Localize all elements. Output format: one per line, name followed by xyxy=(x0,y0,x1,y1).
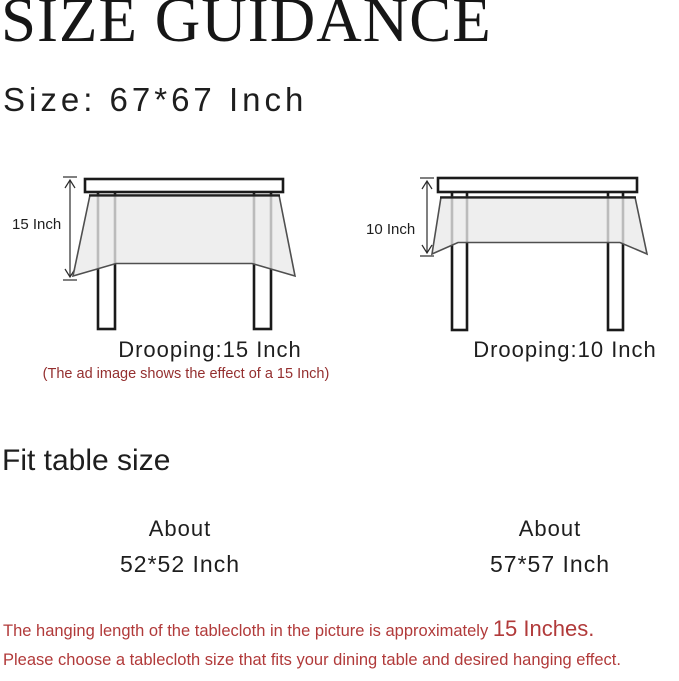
fit-size-left: 52*52 Inch xyxy=(120,551,240,577)
tablecloth xyxy=(73,195,295,276)
footer-hanging-length-line xyxy=(3,616,594,644)
fit-qualifier-left: About xyxy=(148,516,212,541)
drop-height-label-10inch: 10 Inch xyxy=(366,221,416,238)
table-diagram-10inch xyxy=(350,165,679,340)
table-top xyxy=(438,178,637,192)
table-illustration-15inch xyxy=(0,165,340,340)
drooping-caption-15inch: Drooping:15 Inch xyxy=(118,337,302,362)
product-size-label: Size: 67*67 Inch xyxy=(3,81,308,118)
ad-image-note: (The ad image shows the effect of a 15 Inch) xyxy=(42,366,330,382)
fit-size-right: 57*57 Inch xyxy=(490,551,610,577)
footer-line1-text: The hanging length of the tablecloth in the picture is approximately xyxy=(3,622,493,640)
fit-qualifier-right: About xyxy=(518,516,582,541)
footer-choose-size-line: Please choose a tablecloth size that fits your dining table and desired hanging effect. xyxy=(3,651,621,669)
drop-height-label-15inch: 15 Inch xyxy=(12,216,62,233)
table-diagram-15inch xyxy=(0,165,340,340)
drooping-caption-10inch: Drooping:10 Inch xyxy=(473,337,657,362)
fit-table-size-heading: Fit table size xyxy=(2,444,171,477)
table-illustration-10inch xyxy=(350,165,679,340)
table-top xyxy=(85,179,283,192)
footer-line1-emphasis: 15 Inches. xyxy=(492,616,595,641)
page-title: SIZE GUIDANCE xyxy=(1,0,492,55)
